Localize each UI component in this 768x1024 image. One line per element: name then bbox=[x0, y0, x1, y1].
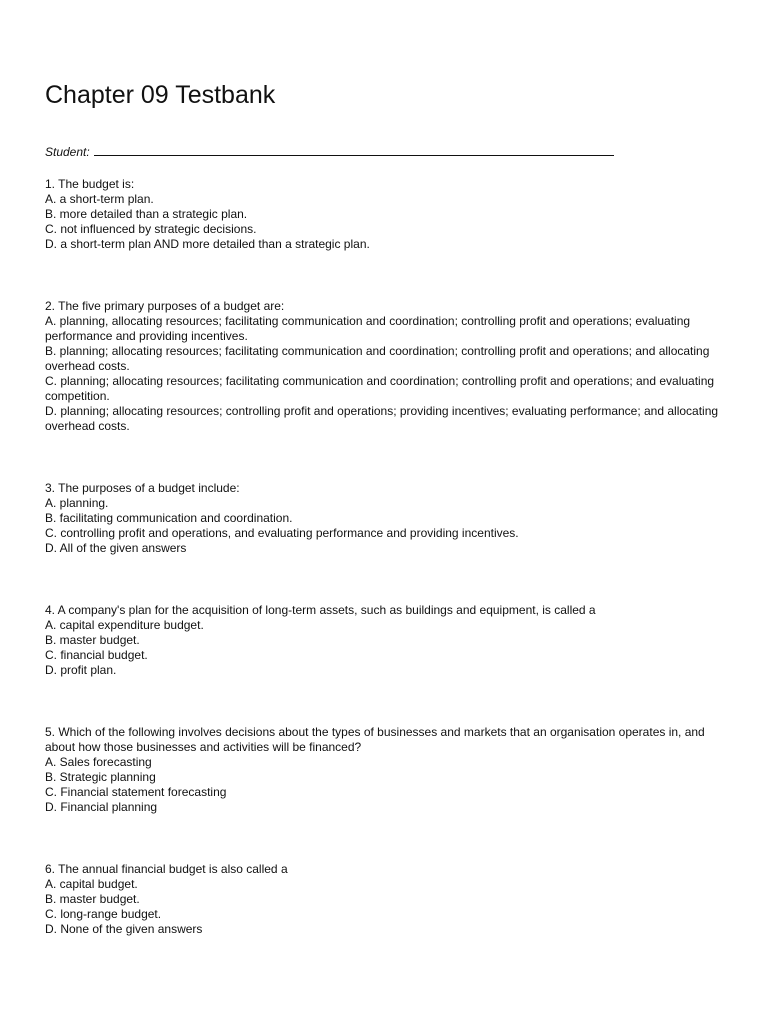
answer-option: D. planning; allocating resources; controlling profit and operations; providing incentives; evaluating performance; and allocating overhead costs. bbox=[45, 404, 719, 433]
question-stem: 1. The budget is: bbox=[45, 177, 135, 191]
answer-option: D. profit plan. bbox=[45, 663, 117, 677]
question-stem: 4. A company's plan for the acquisition of long-term assets, such as buildings and equipment, is called a bbox=[45, 603, 596, 617]
answer-option: B. facilitating communication and coordination. bbox=[45, 511, 293, 525]
question-2 bbox=[45, 299, 735, 434]
answer-option: B. master budget. bbox=[45, 892, 140, 906]
answer-option: C. Financial statement forecasting bbox=[45, 785, 227, 799]
answer-option: C. controlling profit and operations, and evaluating performance and providing incentives. bbox=[45, 526, 519, 540]
question-5 bbox=[45, 725, 735, 815]
answer-option: C. financial budget. bbox=[45, 648, 148, 662]
student-field bbox=[45, 145, 614, 160]
question-stem: 5. Which of the following involves decisions about the types of businesses and markets that an organisation operates in, and about how those businesses and activities will be financed? bbox=[45, 725, 705, 754]
answer-option: A. capital expenditure budget. bbox=[45, 618, 204, 632]
answer-option: B. Strategic planning bbox=[45, 770, 156, 784]
answer-option: A. planning. bbox=[45, 496, 109, 510]
answer-option: C. not influenced by strategic decisions. bbox=[45, 222, 257, 236]
question-6 bbox=[45, 862, 735, 937]
answer-option: A. a short-term plan. bbox=[45, 192, 154, 206]
answer-option: D. None of the given answers bbox=[45, 922, 203, 936]
question-stem: 6. The annual financial budget is also called a bbox=[45, 862, 288, 876]
answer-option: D. All of the given answers bbox=[45, 541, 187, 555]
question-3 bbox=[45, 481, 735, 556]
student-label: Student: bbox=[45, 145, 90, 159]
question-1 bbox=[45, 177, 735, 252]
answer-option: D. Financial planning bbox=[45, 800, 158, 814]
answer-option: B. planning; allocating resources; facilitating communication and coordination; controlling profit and operations; and allocating overhead costs. bbox=[45, 344, 710, 373]
answer-option: C. planning; allocating resources; facilitating communication and coordination; controlling profit and operations; and evaluating competition. bbox=[45, 374, 715, 403]
page-title: Chapter 09 Testbank bbox=[45, 81, 276, 109]
answer-option: C. long-range budget. bbox=[45, 907, 162, 921]
question-stem: 2. The five primary purposes of a budget are: bbox=[45, 299, 285, 313]
question-4 bbox=[45, 603, 735, 678]
question-stem: 3. The purposes of a budget include: bbox=[45, 481, 240, 495]
answer-option: B. more detailed than a strategic plan. bbox=[45, 207, 248, 221]
answer-option: D. a short-term plan AND more detailed than a strategic plan. bbox=[45, 237, 370, 251]
answer-option: A. capital budget. bbox=[45, 877, 138, 891]
answer-option: A. planning, allocating resources; facilitating communication and coordination; controlling profit and operations; evaluating performance and providing incentives. bbox=[45, 314, 691, 343]
answer-option: A. Sales forecasting bbox=[45, 755, 152, 769]
answer-option: B. master budget. bbox=[45, 633, 140, 647]
student-name-line bbox=[94, 146, 614, 156]
